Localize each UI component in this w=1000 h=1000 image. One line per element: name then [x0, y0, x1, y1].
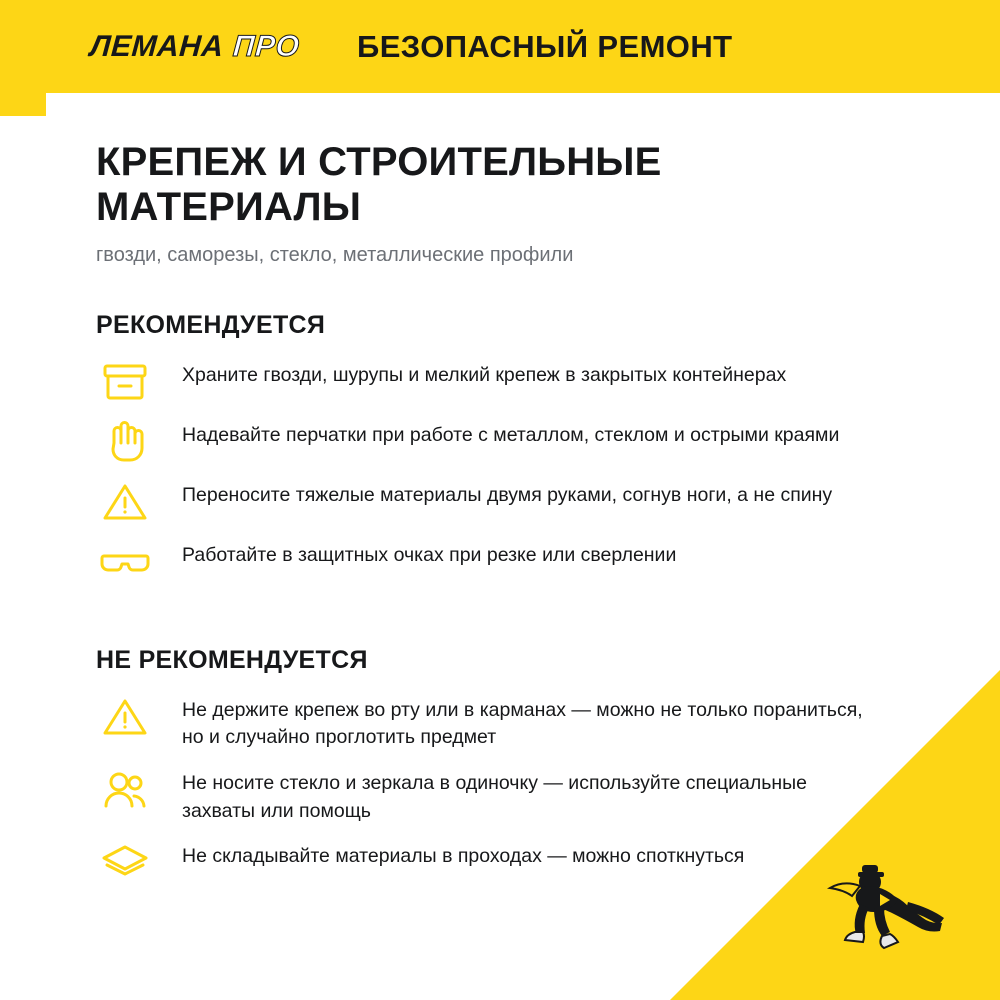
flying-worker-mascot	[808, 852, 978, 972]
list-item-text: Не носите стекло и зеркала в одиночку — используйте специальные захваты или помощь	[182, 771, 808, 822]
box-icon	[96, 360, 154, 404]
glove-icon	[96, 420, 154, 464]
list-item-text: Работайте в защитных очках при резке или сверлении	[182, 543, 677, 566]
header-title: БЕЗОПАСНЫЙ РЕМОНТ	[357, 28, 733, 64]
list-item	[96, 422, 906, 464]
section-heading: РЕКОМЕНДУЕТСЯ	[96, 310, 326, 339]
stacked-sheets-icon	[96, 841, 154, 885]
two-people-icon	[96, 768, 154, 812]
brand-logo-accent: ПРО	[231, 29, 301, 63]
warning-triangle-icon	[96, 480, 154, 524]
warning-triangle-icon	[96, 695, 154, 739]
brand-logo-main: ЛЕМАНА	[88, 29, 225, 63]
page-subtitle: гвозди, саморезы, стекло, металлические профили	[96, 243, 574, 266]
list-item-text: Надевайте перчатки при работе с металлом, стеклом и острыми краями	[182, 423, 840, 446]
section-not-recommended	[96, 646, 906, 886]
section-recommended	[96, 311, 906, 584]
list-item-text: Не держите крепеж во рту или в карманах — можно не только пораниться, но и случайно проглотить предмет	[182, 698, 863, 749]
header	[0, 0, 1000, 93]
list-item	[96, 697, 906, 752]
list-item	[96, 843, 906, 885]
content	[96, 140, 906, 903]
safety-goggles-icon	[96, 540, 154, 584]
page-title: КРЕПЕЖ И СТРОИТЕЛЬНЫЕ МАТЕРИАЛЫ	[96, 140, 662, 229]
list-item	[96, 482, 906, 524]
list-item-text: Переносите тяжелые материалы двумя руками, согнув ноги, а не спину	[182, 483, 833, 506]
list-item	[96, 362, 906, 404]
list-item	[96, 770, 906, 825]
list-item	[96, 542, 906, 584]
list-item-text: Не складывайте материалы в проходах — можно споткнуться	[182, 845, 745, 868]
section-heading: НЕ РЕКОМЕНДУЕТСЯ	[96, 645, 368, 674]
list-item-text: Храните гвозди, шурупы и мелкий крепеж в закрытых контейнерах	[182, 363, 787, 386]
brand-logo	[90, 30, 299, 64]
